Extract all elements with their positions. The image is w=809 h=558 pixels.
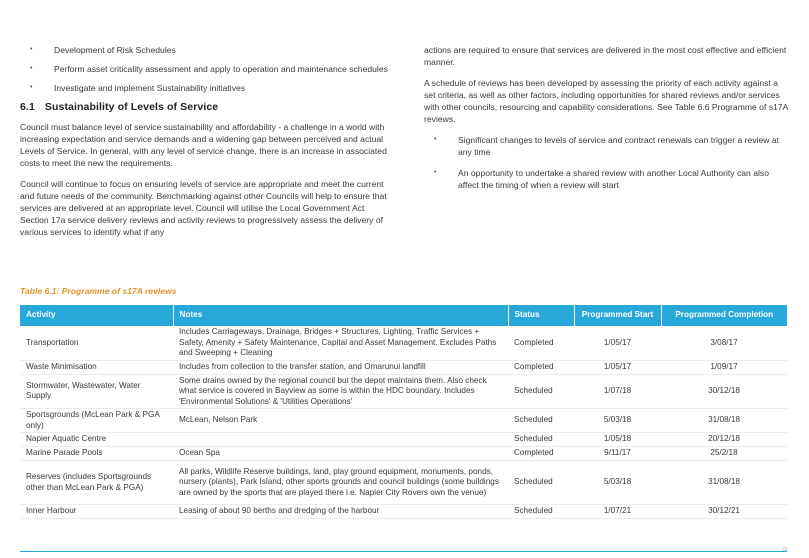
left-column (20, 44, 388, 247)
cell-status: Completed (514, 448, 554, 458)
table-header-row (20, 305, 787, 326)
cell-completion: 1/09/17 (710, 361, 738, 371)
table-row (20, 447, 787, 461)
cell-completion: 31/08/18 (708, 415, 740, 425)
cell-notes: Includes Carriageways, Drainage, Bridges + Structures, Lighting, Traffic Services + Safety, Amenity + Safety Maintenance, Capital and Asset Management. Excludes Paths and Sweeping + Cleaning (179, 327, 497, 357)
right-bullet-list (424, 134, 788, 191)
cell-notes: Leasing of about 90 berths and dredging of the harbour (179, 506, 380, 516)
cell-completion: 20/12/18 (708, 434, 740, 444)
table-row (20, 505, 787, 519)
cell-activity: Sportsgrounds (McLean Park & PGA only) (26, 410, 160, 430)
cell-notes: Includes from collection to the transfer station, and Omarunui landfill (179, 361, 426, 371)
cell-start: 1/05/17 (603, 361, 632, 371)
footer-divider (20, 551, 787, 552)
cell-completion: 30/12/21 (708, 506, 740, 516)
cell-notes: Some drains owned by the regional council but the depot maintains them. Also check what service is covered in Bayview as some is within the HDC boundary. Includes 'Environmental Solutions' & 'Utilities Operations' (179, 375, 487, 406)
cell-status: Scheduled (514, 415, 553, 425)
left-bullet-list (20, 44, 388, 94)
cell-activity: Napier Aquatic Centre (26, 434, 107, 444)
cell-notes: McLean, Nelson Park (179, 415, 258, 425)
cell-completion: 31/08/18 (708, 477, 740, 487)
cell-start: 5/03/18 (603, 477, 632, 487)
table-row (20, 360, 787, 374)
cell-notes (173, 433, 508, 447)
bullet-item: • Perform asset criticality assessment and apply to operation and maintenance schedules (20, 63, 388, 75)
section-title: Sustainability of Levels of Service (44, 101, 219, 113)
table-row (20, 374, 787, 409)
paragraph: Council will continue to focus on ensuring levels of service are appropriate and meet the current and future needs of the community. Benchmarking against other Councils will help to ensure that services are delivered at an appropriate level. Council will utilise the Local Government Act Section 17a service delivery reviews and activity reviews to progressively assess the delivery of various services to identify what if any (20, 179, 387, 237)
reviews-table (20, 305, 787, 519)
header-status: Status (508, 305, 574, 326)
page-number: 32 (782, 547, 788, 553)
cell-activity: Transportation (26, 337, 79, 347)
table-row (20, 409, 787, 433)
cell-start: 1/05/18 (603, 434, 632, 444)
header-programmed-start: Programmed Start (574, 305, 661, 326)
cell-status: Scheduled (514, 477, 553, 487)
bullet-item: • Significant changes to levels of service and contract renewals can trigger a review at any time (424, 134, 788, 158)
cell-status: Completed (514, 361, 554, 371)
cell-activity: Reserves (includes Sportsgrounds other than McLean Park & PGA) (26, 472, 152, 492)
cell-activity: Inner Harbour (26, 506, 77, 516)
header-notes: Notes (173, 305, 508, 326)
cell-notes: All parks, Wildlife Reserve buildings, land, play ground equipment, monuments, ponds, nursery (plants), Park Island, other sports grounds and council buildings (some buildings are owned by the sports that are played there i.e. Napier City Rovers own the venue) (179, 466, 499, 497)
paragraph: actions are required to ensure that services are delivered in the most cost effective and efficient manner. (424, 45, 787, 67)
cell-completion: 25/2/18 (710, 448, 738, 458)
cell-status: Scheduled (514, 434, 553, 444)
cell-activity: Marine Parade Pools (26, 448, 103, 458)
right-column (424, 44, 788, 200)
table-row (20, 433, 787, 447)
header-activity: Activity (20, 305, 173, 326)
cell-start: 5/03/18 (603, 415, 632, 425)
cell-activity: Stormwater, Wastewater, Water Supply (26, 380, 141, 401)
cell-activity: Waste Minimisation (26, 361, 97, 371)
cell-status: Completed (514, 337, 554, 347)
cell-start: 1/07/21 (603, 506, 632, 516)
section-number: 6.1 (20, 101, 35, 113)
bullet-item: • An opportunity to undertake a shared review with another Local Authority can also affect the timing of when a review will start (424, 167, 788, 191)
paragraph: Council must balance level of service sustainability and affordability - a challenge in a world with increasing expectation and service demands and a widening gap between perceived and actual Levels of Service. In general, with any level of service change, there is an increase in associated costs to meet the new the requirements. (20, 122, 387, 168)
cell-completion: 30/12/18 (708, 386, 740, 395)
table-caption: Table 6.1: Programme of s17A reviews (20, 286, 177, 296)
cell-status: Scheduled (514, 506, 553, 516)
bullet-item: • Investigate and implement Sustainability initiatives (20, 82, 388, 94)
table-row (20, 326, 787, 360)
cell-status: Scheduled (514, 386, 553, 395)
cell-notes: Ocean Spa (179, 448, 220, 458)
section-heading (20, 101, 388, 113)
cell-start: 9/11/17 (604, 448, 631, 458)
table-row (20, 461, 787, 505)
bullet-item: • Development of Risk Schedules (20, 44, 388, 56)
cell-start: 1/05/17 (603, 337, 632, 347)
header-programmed-completion: Programmed Completion (661, 305, 787, 326)
paragraph: A schedule of reviews has been developed by assessing the priority of each activity against a set criteria, as well as other factors, including opportunities for shared reviews and/or services with other councils, resourcing and capability considerations. See Table 6.6 Programme of s17A reviews. (424, 78, 788, 124)
cell-start: 1/07/18 (603, 386, 632, 395)
cell-completion: 3/08/17 (710, 337, 738, 347)
